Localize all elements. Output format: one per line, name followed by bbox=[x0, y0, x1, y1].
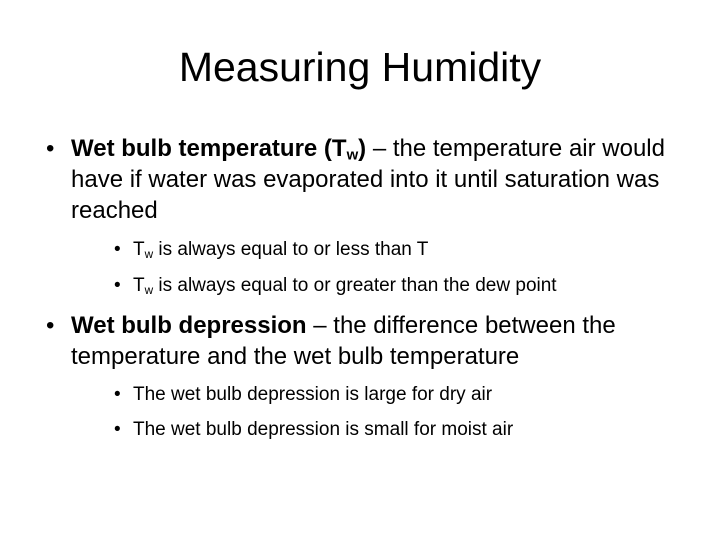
sub-bullet-text: $T_w$ is always equal to or less than T bbox=[133, 239, 429, 261]
bullet-term: Wet bulb depression bbox=[71, 312, 307, 339]
bullet-term: Wet bulb temperature $(T_w)$ bbox=[71, 135, 367, 164]
sub-bullet-text: The wet bulb depression is small for moist air bbox=[133, 419, 514, 440]
bullet-marker: • bbox=[114, 419, 121, 440]
bullet-marker: • bbox=[46, 135, 55, 162]
bullet-text bbox=[71, 310, 686, 372]
bullet-marker: • bbox=[114, 384, 121, 405]
bullet-definition: – the difference between the temperature and the wet bulb temperature bbox=[71, 312, 616, 370]
bullet-marker: • bbox=[114, 239, 121, 260]
bullet-wet-bulb-depression bbox=[46, 310, 686, 374]
sub-bullet-text: $T_w$ is always equal to or greater than the dew point bbox=[133, 275, 557, 297]
sub-bullet-text: The wet bulb depression is large for dry air bbox=[133, 384, 493, 405]
slide-title: Measuring Humidity bbox=[178, 44, 542, 90]
bullet-text bbox=[71, 133, 686, 226]
bullet-definition: – the temperature air would have if water was evaporated into it until saturation was reached bbox=[71, 135, 665, 224]
bullet-marker: • bbox=[114, 275, 121, 296]
bullet-marker: • bbox=[46, 312, 55, 339]
bullet-wet-bulb-temperature bbox=[46, 133, 686, 229]
